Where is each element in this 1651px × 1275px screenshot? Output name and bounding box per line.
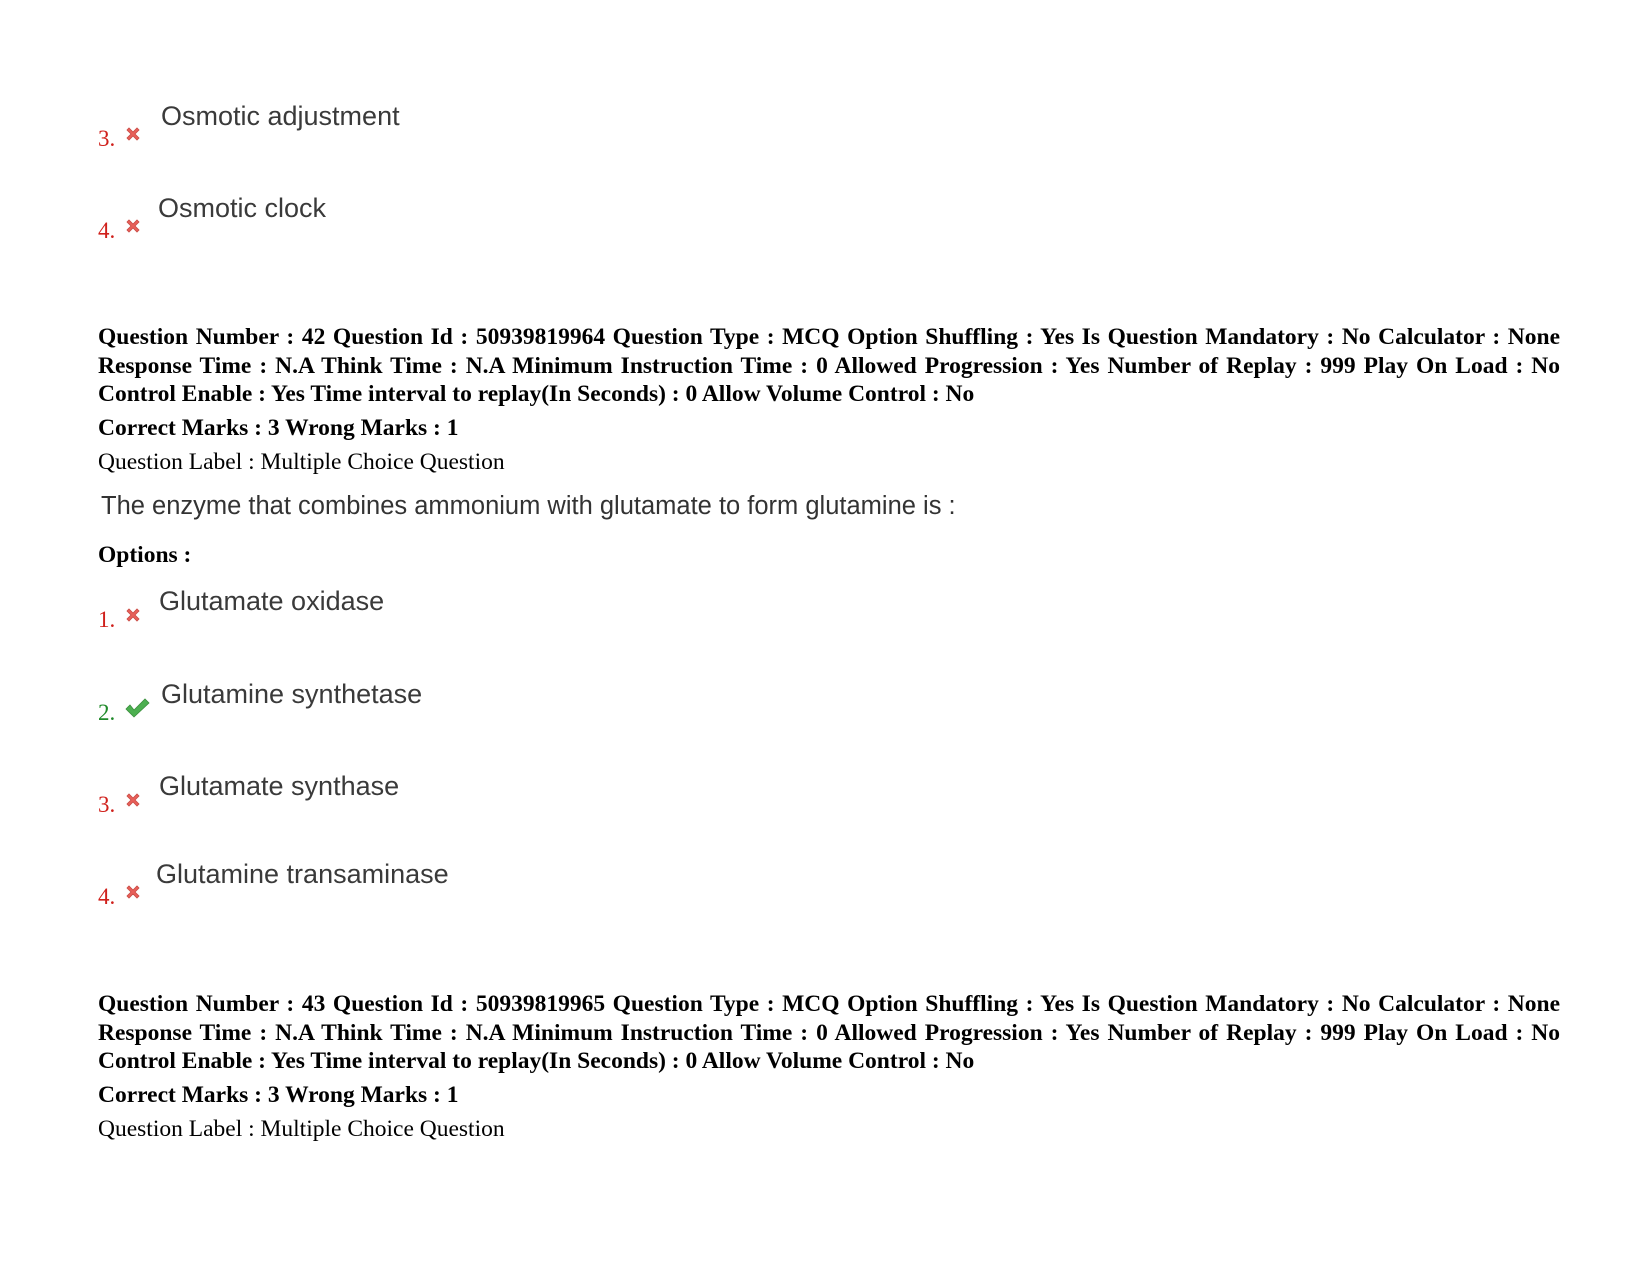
question-marks: Correct Marks : 3 Wrong Marks : 1: [98, 415, 459, 441]
question-label: Question Label : Multiple Choice Question: [98, 449, 505, 475]
option-item: [98, 858, 898, 928]
options-heading: Options :: [98, 542, 192, 568]
option-number: 4.: [98, 218, 116, 243]
option-item: [98, 770, 898, 840]
option-text: Glutamate oxidase: [159, 586, 385, 616]
option-number: 2.: [98, 700, 116, 725]
option-number: 3.: [98, 792, 116, 817]
question-label: Question Label : Multiple Choice Question: [98, 1116, 505, 1142]
option-item: [98, 100, 898, 170]
option-item: [98, 678, 898, 748]
option-text: Osmotic clock: [158, 193, 327, 223]
question-meta: Question Number : 43 Question Id : 50939819965 Question Type : MCQ Option Shuffling : Yes Is Question Mandatory : No Calculator : None Response Time : N.A Think Time : N.A Minimum Instruction Time : 0 Allowed Progression : Yes Number of Replay : 999 Play On Load : No Control Enable : Yes Time interval to replay(In Seconds) : 0 Allow Volume Control : No: [98, 991, 1560, 1074]
option-number: 1.: [98, 607, 116, 632]
question-marks: Correct Marks : 3 Wrong Marks : 1: [98, 1082, 459, 1108]
question-text: The enzyme that combines ammonium with glutamate to form glutamine is :: [101, 492, 956, 520]
cross-icon: [124, 791, 144, 811]
option-item: [98, 585, 898, 655]
cross-icon: [124, 606, 144, 626]
cross-icon: [124, 883, 144, 903]
check-icon: [124, 696, 150, 720]
option-number: 4.: [98, 884, 116, 909]
option-item: [98, 192, 898, 262]
option-text: Glutamate synthase: [159, 771, 400, 801]
option-number: 3.: [98, 126, 116, 151]
cross-icon: [124, 217, 144, 237]
cross-icon: [124, 125, 144, 145]
question-meta: Question Number : 42 Question Id : 50939819964 Question Type : MCQ Option Shuffling : Yes Is Question Mandatory : No Calculator : None Response Time : N.A Think Time : N.A Minimum Instruction Time : 0 Allowed Progression : Yes Number of Replay : 999 Play On Load : No Control Enable : Yes Time interval to replay(In Seconds) : 0 Allow Volume Control : No: [98, 324, 1560, 407]
option-text: Glutamine synthetase: [161, 679, 423, 709]
option-text: Glutamine transaminase: [156, 859, 449, 889]
option-text: Osmotic adjustment: [161, 101, 400, 131]
